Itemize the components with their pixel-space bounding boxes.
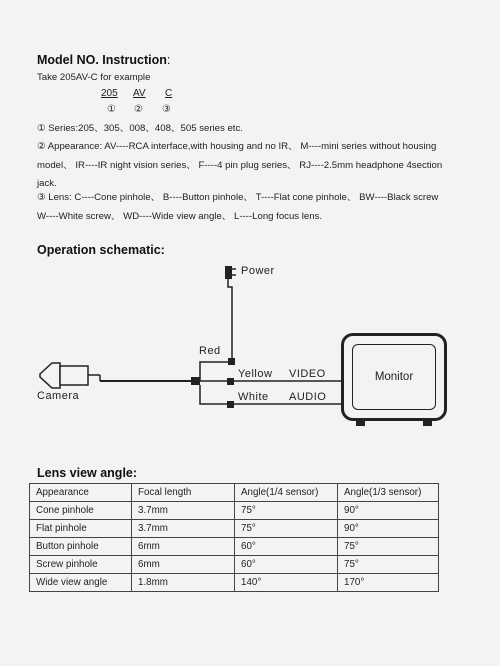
table-row <box>30 556 439 574</box>
power-label: Power <box>241 265 275 277</box>
video-label: VIDEO <box>289 368 326 380</box>
yellow-label: Yellow <box>238 368 273 380</box>
table-row <box>30 574 439 592</box>
circled-2: ② <box>134 104 143 115</box>
table-cell: 60° <box>235 538 338 556</box>
table-row <box>30 538 439 556</box>
monitor-label: Monitor <box>374 371 414 383</box>
table-row <box>30 520 439 538</box>
lens-line-1: ③ Lens: C----Cone pinhole、 B----Button pinhole、 T----Flat cone pinhole、 BW----Black screw <box>37 192 439 203</box>
header-focal-length: Focal length <box>132 484 235 502</box>
example-text: Take 205AV-C for example <box>37 72 151 83</box>
schematic-heading: Operation schematic: <box>37 243 165 257</box>
appearance-line-2: model、 IR----IR night vision series、 F----4 pin plug series、 RJ----2.5mm headphone 4section <box>37 159 443 171</box>
model-title-colon: : <box>166 53 171 67</box>
header-appearance: Appearance <box>30 484 132 502</box>
lens-line-2: W----White screw、 WD----Wide view angle、 L----Long focus lens. <box>37 210 323 222</box>
table-cell: Wide view angle <box>30 574 132 592</box>
white-label: White <box>238 391 269 403</box>
circled-1: ① <box>107 104 116 115</box>
header-angle-quarter-sensor: Angle(1/4 sensor) <box>235 484 338 502</box>
table-cell: 140° <box>235 574 338 592</box>
model-title: Model NO. Instruction <box>37 53 167 67</box>
table-cell: Screw pinhole <box>30 556 132 574</box>
appearance-line-3: jack. <box>37 178 57 189</box>
monitor-screen <box>352 344 436 410</box>
monitor-icon <box>341 333 447 421</box>
table-cell: 90° <box>338 502 439 520</box>
table-cell: Button pinhole <box>30 538 132 556</box>
power-wire <box>228 279 232 362</box>
table-cell: 6mm <box>132 556 235 574</box>
cable-junction <box>191 377 200 385</box>
yellow-wire-terminal <box>227 378 234 385</box>
table-cell: Flat pinhole <box>30 520 132 538</box>
camera-icon <box>40 363 100 388</box>
appearance-line-1: ② Appearance: AV----RCA interface,with housing and no IR、 M----mini series without housing <box>37 141 437 152</box>
camera-label: Camera <box>37 390 80 402</box>
series-line: ① Series:205、305、008、408、505 series etc. <box>37 123 243 134</box>
code-lens: C <box>165 88 173 99</box>
audio-label: AUDIO <box>289 391 327 403</box>
table-header-row <box>30 484 439 502</box>
table-cell: Cone pinhole <box>30 502 132 520</box>
table-cell: 90° <box>338 520 439 538</box>
table-cell: 1.8mm <box>132 574 235 592</box>
table-cell: 75° <box>338 556 439 574</box>
table-row <box>30 502 439 520</box>
red-wire-terminal <box>228 358 235 365</box>
table-cell: 3.7mm <box>132 520 235 538</box>
table-cell: 75° <box>235 520 338 538</box>
table-cell: 75° <box>338 538 439 556</box>
power-connector-icon <box>225 266 236 279</box>
table-cell: 75° <box>235 502 338 520</box>
table-cell: 60° <box>235 556 338 574</box>
red-label: Red <box>199 345 221 357</box>
code-series: 205 <box>101 88 118 99</box>
table-cell: 3.7mm <box>132 502 235 520</box>
lens-view-angle-table <box>29 483 439 592</box>
table-cell: 6mm <box>132 538 235 556</box>
white-wire-terminal <box>227 401 234 408</box>
header-angle-third-sensor: Angle(1/3 sensor) <box>338 484 439 502</box>
lens-view-angle-heading: Lens view angle: <box>37 466 138 480</box>
circled-3: ③ <box>162 104 171 115</box>
code-appearance: AV <box>133 88 146 99</box>
table-cell: 170° <box>338 574 439 592</box>
